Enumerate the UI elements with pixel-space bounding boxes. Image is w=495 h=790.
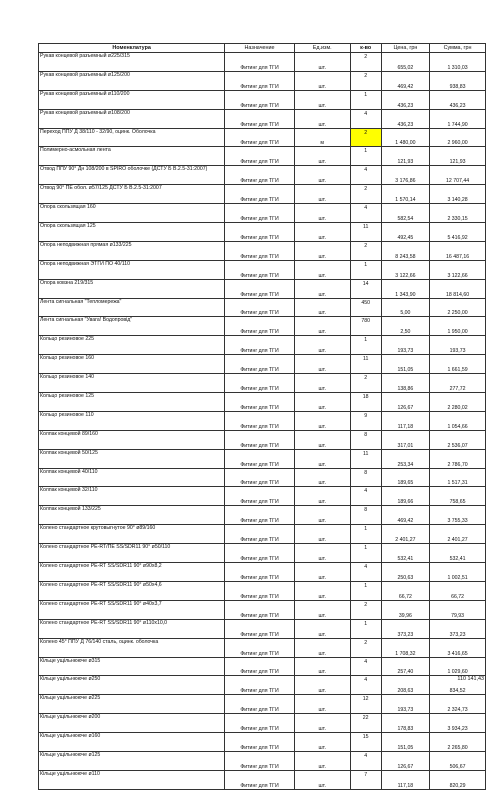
cell-qty: 4: [350, 657, 381, 676]
cell-price: 250,63: [381, 563, 429, 582]
cell-unit: шт.: [294, 109, 350, 128]
table-row: [39, 544, 486, 563]
cell-name: Кольцо резиновое 125: [39, 393, 225, 412]
header-price: Цена, грн: [381, 44, 429, 53]
cell-qty: 8: [350, 430, 381, 449]
cell-sum: 3 122,66: [430, 260, 486, 279]
cell-purpose: Фитинг для ТГИ: [225, 260, 295, 279]
cell-purpose: Фитинг для ТГИ: [225, 279, 295, 298]
table-row: [39, 223, 486, 242]
cell-purpose: Фитинг для ТГИ: [225, 71, 295, 90]
cell-price: 189,66: [381, 487, 429, 506]
cell-price: 469,42: [381, 506, 429, 525]
cell-sum: 3 755,33: [430, 506, 486, 525]
cell-purpose: Фитинг для ТГИ: [225, 714, 295, 733]
cell-sum: 2 786,70: [430, 449, 486, 468]
cell-unit: шт.: [294, 317, 350, 336]
table-row: [39, 468, 486, 487]
cell-name: Колено стандартное PE-RT SS/SDR11 90° ø40x3,7: [39, 600, 225, 619]
cell-price: 469,42: [381, 71, 429, 90]
cell-purpose: Фитинг для ТГИ: [225, 147, 295, 166]
cell-qty: 22: [350, 714, 381, 733]
cell-qty: 9: [350, 411, 381, 430]
cell-purpose: Фитинг для ТГИ: [225, 166, 295, 185]
cell-name: Кільце ущільнююче ø110: [39, 770, 225, 789]
table-row: [39, 695, 486, 714]
cell-qty: 4: [350, 676, 381, 695]
cell-name: Колено стандартное PE-RT SS/SDR11 90° ø50x4,6: [39, 581, 225, 600]
cell-qty: 2: [350, 53, 381, 72]
cell-purpose: Фитинг для ТГИ: [225, 317, 295, 336]
cell-unit: шт.: [294, 90, 350, 109]
cell-name: Колено стандартное крутовыгнутое 90° ø89/160: [39, 525, 225, 544]
cell-sum: 3 140,28: [430, 185, 486, 204]
table-row: [39, 90, 486, 109]
cell-qty: 4: [350, 563, 381, 582]
cell-name: Колено стандартное PE-RT SS/SDR11 90° ø90x8,2: [39, 563, 225, 582]
cell-price: 1 480,00: [381, 128, 429, 147]
cell-purpose: Фитинг для ТГИ: [225, 336, 295, 355]
cell-qty: 15: [350, 733, 381, 752]
cell-price: 66,72: [381, 581, 429, 600]
cell-price: 2,50: [381, 317, 429, 336]
cell-qty: 7: [350, 770, 381, 789]
table-row: [39, 355, 486, 374]
cell-qty: 11: [350, 355, 381, 374]
cell-price: 39,96: [381, 600, 429, 619]
cell-name: Опора скользящая 125: [39, 223, 225, 242]
cell-purpose: Фитинг для ТГИ: [225, 563, 295, 582]
cell-qty: 1: [350, 525, 381, 544]
cell-sum: 79,93: [430, 600, 486, 619]
cell-unit: шт.: [294, 449, 350, 468]
cell-unit: шт.: [294, 638, 350, 657]
cell-unit: шт.: [294, 279, 350, 298]
cell-price: 117,18: [381, 411, 429, 430]
cell-purpose: Фитинг для ТГИ: [225, 204, 295, 223]
cell-price: 373,23: [381, 619, 429, 638]
cell-sum: 3 416,65: [430, 638, 486, 657]
cell-name: Кільце ущільнююче ø225: [39, 695, 225, 714]
cell-purpose: Фитинг для ТГИ: [225, 298, 295, 317]
table-body: [39, 53, 486, 790]
table-row: [39, 449, 486, 468]
cell-purpose: Фитинг для ТГИ: [225, 374, 295, 393]
cell-purpose: Фитинг для ТГИ: [225, 223, 295, 242]
cell-sum: 758,65: [430, 487, 486, 506]
table-row: [39, 676, 486, 695]
cell-unit: м: [294, 128, 350, 147]
table-row: [39, 506, 486, 525]
table-row: [39, 298, 486, 317]
table-row: [39, 109, 486, 128]
cell-sum: 436,23: [430, 90, 486, 109]
cell-unit: шт.: [294, 185, 350, 204]
cell-qty: 1: [350, 336, 381, 355]
cell-unit: шт.: [294, 525, 350, 544]
cell-sum: 1 744,90: [430, 109, 486, 128]
cell-name: Колпак концевой 32/110: [39, 487, 225, 506]
table-row: [39, 714, 486, 733]
cell-sum: 12 707,44: [430, 166, 486, 185]
cell-price: 193,73: [381, 336, 429, 355]
cell-sum: 1 950,00: [430, 317, 486, 336]
cell-name: Отвод 90° ПЕ обол. ø57/125 ДСТУ Б В.2.5-31:2007: [39, 185, 225, 204]
cell-unit: шт.: [294, 600, 350, 619]
cell-purpose: Фитинг для ТГИ: [225, 468, 295, 487]
cell-purpose: Фитинг для ТГИ: [225, 525, 295, 544]
cell-qty: 8: [350, 506, 381, 525]
cell-name: Колено стандартное PE-RT/ПЕ SS/SDR11 90° ø50/110: [39, 544, 225, 563]
cell-price: 117,18: [381, 770, 429, 789]
cell-unit: шт.: [294, 147, 350, 166]
cell-unit: шт.: [294, 241, 350, 260]
cell-qty: 11: [350, 223, 381, 242]
cell-name: Полимерно-асмольная лента: [39, 147, 225, 166]
cell-purpose: Фитинг для ТГИ: [225, 506, 295, 525]
header-sum: Сумма, грн: [430, 44, 486, 53]
cell-sum: 16 487,16: [430, 241, 486, 260]
cell-name: Рукав концевой разъемный ø225/315: [39, 53, 225, 72]
cell-sum: 2 330,15: [430, 204, 486, 223]
table-row: [39, 600, 486, 619]
cell-sum: 1 310,03: [430, 53, 486, 72]
cell-sum: 5 416,92: [430, 223, 486, 242]
cell-unit: шт.: [294, 714, 350, 733]
table-row: [39, 411, 486, 430]
header-unit: Ед.изм.: [294, 44, 350, 53]
cell-name: Опора ковзна 219/315: [39, 279, 225, 298]
cell-unit: шт.: [294, 751, 350, 770]
cell-name: Лента сигнальная "Тепломережа": [39, 298, 225, 317]
cell-unit: шт.: [294, 487, 350, 506]
cell-price: 126,67: [381, 751, 429, 770]
cell-name: Кольцо резиновое 160: [39, 355, 225, 374]
cell-sum: 1 029,60: [430, 657, 486, 676]
cell-price: 3 176,86: [381, 166, 429, 185]
table-row: [39, 563, 486, 582]
cell-name: Рукав концевой разъемный ø110/200: [39, 90, 225, 109]
table-row: [39, 525, 486, 544]
table-row: [39, 374, 486, 393]
cell-unit: шт.: [294, 468, 350, 487]
cell-qty: 4: [350, 166, 381, 185]
cell-purpose: Фитинг для ТГИ: [225, 600, 295, 619]
cell-unit: шт.: [294, 581, 350, 600]
cell-name: Кільце ущільнююче ø160: [39, 733, 225, 752]
cell-unit: шт.: [294, 430, 350, 449]
cell-purpose: Фитинг для ТГИ: [225, 393, 295, 412]
cell-sum: 834,52: [430, 676, 486, 695]
cell-price: 492,45: [381, 223, 429, 242]
table-row: [39, 53, 486, 72]
cell-price: 532,41: [381, 544, 429, 563]
cell-unit: шт.: [294, 506, 350, 525]
table-row: [39, 241, 486, 260]
table-row: [39, 185, 486, 204]
cell-purpose: Фитинг для ТГИ: [225, 241, 295, 260]
cell-sum: 66,72: [430, 581, 486, 600]
cell-unit: шт.: [294, 733, 350, 752]
cell-unit: шт.: [294, 166, 350, 185]
header-purpose: Назначение: [225, 44, 295, 53]
cell-price: 257,40: [381, 657, 429, 676]
cell-name: Кільце ущільнююче ø200: [39, 714, 225, 733]
cell-sum: 938,83: [430, 71, 486, 90]
cell-qty: 1: [350, 619, 381, 638]
cell-qty: 4: [350, 204, 381, 223]
cell-name: Рукав концевой разъемный ø125/200: [39, 71, 225, 90]
header-qty: к-во: [350, 44, 381, 53]
cell-price: 151,05: [381, 355, 429, 374]
grand-total: 110 141,43: [457, 676, 484, 682]
cell-price: 436,23: [381, 90, 429, 109]
cell-purpose: Фитинг для ТГИ: [225, 109, 295, 128]
table-row: [39, 770, 486, 789]
cell-unit: шт.: [294, 260, 350, 279]
cell-sum: 193,73: [430, 336, 486, 355]
cell-purpose: Фитинг для ТГИ: [225, 544, 295, 563]
cell-unit: шт.: [294, 563, 350, 582]
cell-name: Опора неподвижная ЭТГИ ПО 40/110: [39, 260, 225, 279]
cell-name: Переход ППУ Д 38/110 - 32/90, оцинк. Оболочка: [39, 128, 225, 147]
cell-name: Лента сигнальная "Увага! Водопровід": [39, 317, 225, 336]
cell-price: 138,86: [381, 374, 429, 393]
cell-name: Кольцо резиновое 140: [39, 374, 225, 393]
cell-purpose: Фитинг для ТГИ: [225, 733, 295, 752]
cell-purpose: Фитинг для ТГИ: [225, 676, 295, 695]
cell-unit: шт.: [294, 71, 350, 90]
cell-unit: шт.: [294, 411, 350, 430]
cell-purpose: Фитинг для ТГИ: [225, 355, 295, 374]
cell-purpose: Фитинг для ТГИ: [225, 53, 295, 72]
table-row: [39, 430, 486, 449]
cell-qty: 14: [350, 279, 381, 298]
cell-name: Кольцо резиновое 225: [39, 336, 225, 355]
table-row: [39, 638, 486, 657]
cell-sum: 2 324,73: [430, 695, 486, 714]
cell-price: 151,05: [381, 733, 429, 752]
cell-purpose: Фитинг для ТГИ: [225, 185, 295, 204]
cell-price: 178,83: [381, 714, 429, 733]
cell-qty: 2: [350, 128, 381, 147]
table-row: [39, 733, 486, 752]
cell-purpose: Фитинг для ТГИ: [225, 487, 295, 506]
cell-purpose: Фитинг для ТГИ: [225, 770, 295, 789]
table-row: [39, 317, 486, 336]
cell-unit: шт.: [294, 619, 350, 638]
cell-qty: 11: [350, 449, 381, 468]
cell-qty: 2: [350, 374, 381, 393]
cell-price: 121,93: [381, 147, 429, 166]
cell-sum: 532,41: [430, 544, 486, 563]
cell-purpose: Фитинг для ТГИ: [225, 581, 295, 600]
cell-price: 126,67: [381, 393, 429, 412]
cell-qty: 4: [350, 751, 381, 770]
cell-qty: 1: [350, 544, 381, 563]
table-row: [39, 336, 486, 355]
nomenclature-table: [38, 43, 486, 790]
cell-purpose: Фитинг для ТГИ: [225, 411, 295, 430]
cell-sum: 1 002,51: [430, 563, 486, 582]
cell-sum: 18 814,60: [430, 279, 486, 298]
table-row: [39, 751, 486, 770]
cell-sum: 2 401,27: [430, 525, 486, 544]
nomenclature-sheet: [38, 43, 486, 790]
cell-name: Колено стандартное PE-RT SS/SDR11 90° ø110x10,0: [39, 619, 225, 638]
table-row: [39, 147, 486, 166]
cell-price: 3 122,66: [381, 260, 429, 279]
cell-price: 1 343,90: [381, 279, 429, 298]
cell-qty: 1: [350, 581, 381, 600]
table-row: [39, 657, 486, 676]
cell-unit: шт.: [294, 676, 350, 695]
cell-purpose: Фитинг для ТГИ: [225, 751, 295, 770]
cell-qty: 450: [350, 298, 381, 317]
cell-unit: шт.: [294, 393, 350, 412]
cell-qty: 1: [350, 147, 381, 166]
cell-price: 193,73: [381, 695, 429, 714]
cell-qty: 8: [350, 468, 381, 487]
cell-purpose: Фитинг для ТГИ: [225, 695, 295, 714]
table-row: [39, 581, 486, 600]
cell-price: 8 243,58: [381, 241, 429, 260]
cell-price: 317,01: [381, 430, 429, 449]
header-name: Номенклатура: [39, 44, 225, 53]
table-row: [39, 204, 486, 223]
table-row: [39, 279, 486, 298]
cell-qty: 2: [350, 185, 381, 204]
cell-name: Колпак концевой 50/125: [39, 449, 225, 468]
table-row: [39, 260, 486, 279]
cell-sum: 506,67: [430, 751, 486, 770]
cell-sum: 2 250,00: [430, 298, 486, 317]
cell-name: Колпак концевой 40/110: [39, 468, 225, 487]
cell-sum: 2 536,07: [430, 430, 486, 449]
cell-unit: шт.: [294, 298, 350, 317]
cell-unit: шт.: [294, 770, 350, 789]
cell-sum: 277,72: [430, 374, 486, 393]
cell-name: Кільце ущільнююче ø250: [39, 676, 225, 695]
cell-price: 253,34: [381, 449, 429, 468]
cell-unit: шт.: [294, 657, 350, 676]
cell-price: 1 708,32: [381, 638, 429, 657]
table-row: [39, 619, 486, 638]
header-row: [39, 44, 486, 53]
cell-price: 582,54: [381, 204, 429, 223]
cell-purpose: Фитинг для ТГИ: [225, 638, 295, 657]
cell-purpose: Фитинг для ТГИ: [225, 657, 295, 676]
cell-name: Колено 45° ППУ Д 76/140 сталь, оцинк. оболочка: [39, 638, 225, 657]
cell-unit: шт.: [294, 336, 350, 355]
cell-qty: 4: [350, 109, 381, 128]
cell-sum: 1 517,31: [430, 468, 486, 487]
cell-unit: шт.: [294, 223, 350, 242]
table-row: [39, 487, 486, 506]
cell-price: 2 401,27: [381, 525, 429, 544]
cell-unit: шт.: [294, 355, 350, 374]
cell-qty: 4: [350, 487, 381, 506]
cell-price: 1 570,14: [381, 185, 429, 204]
cell-unit: шт.: [294, 374, 350, 393]
cell-sum: 820,29: [430, 770, 486, 789]
cell-name: Колпак концевой 133/225: [39, 506, 225, 525]
cell-name: Опора неподвижная прямая ø133/225: [39, 241, 225, 260]
cell-purpose: Фитинг для ТГИ: [225, 619, 295, 638]
table-row: [39, 71, 486, 90]
table-row: [39, 393, 486, 412]
cell-unit: шт.: [294, 53, 350, 72]
cell-qty: 2: [350, 241, 381, 260]
cell-sum: 3 934,23: [430, 714, 486, 733]
cell-qty: 12: [350, 695, 381, 714]
cell-purpose: Фитинг для ТГИ: [225, 90, 295, 109]
cell-qty: 1: [350, 260, 381, 279]
cell-qty: 18: [350, 393, 381, 412]
cell-price: 189,65: [381, 468, 429, 487]
cell-qty: 2: [350, 638, 381, 657]
cell-name: Опора скользящая 160: [39, 204, 225, 223]
cell-qty: 780: [350, 317, 381, 336]
cell-name: Рукав концевой разъемный ø108/200: [39, 109, 225, 128]
cell-purpose: Фитинг для ТГИ: [225, 449, 295, 468]
cell-sum: 2 280,02: [430, 393, 486, 412]
table-row: [39, 166, 486, 185]
cell-purpose: Фитинг для ТГИ: [225, 430, 295, 449]
cell-name: Кільце ущільнююче ø125: [39, 751, 225, 770]
cell-price: 208,63: [381, 676, 429, 695]
cell-qty: 1: [350, 90, 381, 109]
cell-qty: 2: [350, 600, 381, 619]
cell-price: 436,23: [381, 109, 429, 128]
cell-name: Кольцо резиновое 110: [39, 411, 225, 430]
cell-purpose: Фитинг для ТГИ: [225, 128, 295, 147]
cell-price: 5,00: [381, 298, 429, 317]
cell-sum: 2 960,00: [430, 128, 486, 147]
cell-unit: шт.: [294, 204, 350, 223]
cell-qty: 2: [350, 71, 381, 90]
cell-name: Колпак концевой 89/160: [39, 430, 225, 449]
cell-price: 655,02: [381, 53, 429, 72]
cell-name: Кільце ущільнююче ø315: [39, 657, 225, 676]
cell-unit: шт.: [294, 544, 350, 563]
cell-sum: 1 054,66: [430, 411, 486, 430]
cell-sum: 373,23: [430, 619, 486, 638]
table-row: [39, 128, 486, 147]
cell-sum: 2 265,80: [430, 733, 486, 752]
cell-name: Отвод ППУ 90° Дн 108/200 в SPIRO оболочке (ДСТУ Б В.2.5-31:2007): [39, 166, 225, 185]
cell-sum: 1 661,59: [430, 355, 486, 374]
cell-unit: шт.: [294, 695, 350, 714]
cell-sum: 121,93: [430, 147, 486, 166]
